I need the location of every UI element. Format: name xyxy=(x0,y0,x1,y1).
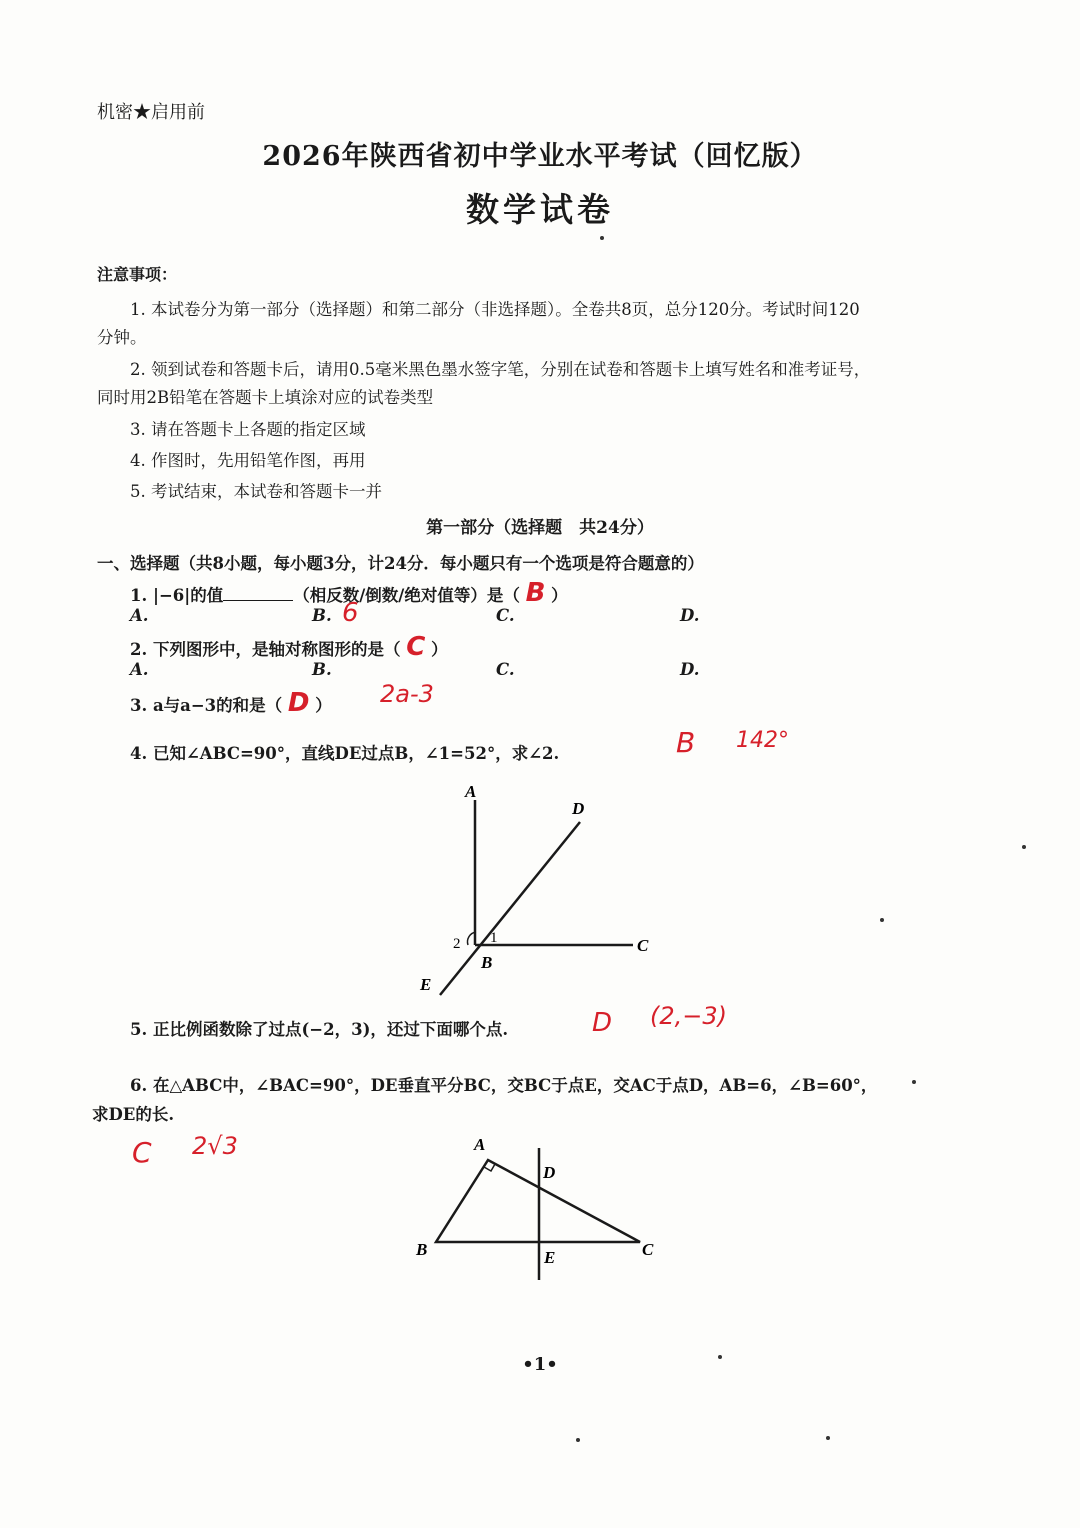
exam-subtitle: 数学试卷 xyxy=(466,190,614,229)
label-b: B xyxy=(481,953,493,972)
handwritten-work-6: 2√3 xyxy=(192,1132,238,1160)
notice-item-5: 5. 考试结束，本试卷和答题卡一并 xyxy=(130,482,382,501)
label-c-2: C xyxy=(642,1240,654,1259)
scan-speck xyxy=(718,1355,722,1359)
label-b-2: B xyxy=(416,1240,428,1259)
label-e: E xyxy=(420,975,432,994)
q2-option-d: D. xyxy=(680,660,700,679)
label-e-2: E xyxy=(544,1248,556,1267)
line-de xyxy=(440,822,580,995)
question-5: 5. 正比例函数除了过点(−2，3)，还过下面哪个点. xyxy=(130,1020,509,1039)
scan-speck xyxy=(1022,845,1026,849)
scan-speck xyxy=(912,1080,916,1084)
notice-item-1: 1. 本试卷分为第一部分（选择题）和第二部分（非选择题）。全卷共8页，总分120分。考试时间120 xyxy=(130,300,860,319)
handwritten-answer-3: D xyxy=(287,688,310,718)
q1-option-a: A. xyxy=(130,606,149,625)
confidential-label: 机密★启用前 xyxy=(97,102,205,123)
handwritten-answer-2: C xyxy=(406,632,426,662)
question-1-close: ） xyxy=(551,586,568,605)
q2-option-c: C. xyxy=(496,660,515,679)
notice-item-1-cont: 分钟。 xyxy=(97,328,147,347)
label-a-2: A xyxy=(474,1135,486,1154)
handwritten-work-5: (2,−3) xyxy=(650,1002,728,1030)
label-d: D xyxy=(572,799,585,818)
question-6: 6. 在△ABC中，∠BAC=90°，DE垂直平分BC，交BC于点E，交AC于点D，AB=6，∠B=60°， xyxy=(130,1076,878,1095)
exam-title: 2026年陕西省初中学业水平考试（回忆版） xyxy=(262,141,818,172)
section-heading: 一、选择题（共8小题，每小题3分，计24分．每小题只有一个选项是符合题意的） xyxy=(97,554,704,573)
handwritten-answer-1: B xyxy=(525,578,546,608)
question-1-text-after: （相反数/倒数/绝对值等）是（ xyxy=(293,586,520,605)
scan-speck xyxy=(826,1436,830,1440)
question-2-close: ） xyxy=(431,640,448,659)
notice-item-2-cont: 同时用2B铅笔在答题卡上填涂对应的试卷类型 xyxy=(97,388,434,407)
question-4: 4. 已知∠ABC=90°，直线DE过点B，∠1=52°，求∠2. xyxy=(130,744,560,763)
notice-heading: 注意事项： xyxy=(97,265,178,284)
q2-option-a: A. xyxy=(130,660,149,679)
notice-item-3: 3. 请在答题卡上各题的指定区域 xyxy=(130,420,366,439)
label-c: C xyxy=(637,936,649,955)
handwritten-work-3: 2a-3 xyxy=(380,680,434,708)
label-d-2: D xyxy=(543,1163,556,1182)
part-one-heading: 第一部分（选择题 共24分） xyxy=(426,518,654,538)
handwritten-answer-4: B xyxy=(676,726,696,759)
handwritten-option-b: 6 xyxy=(342,598,359,628)
label-a: A xyxy=(465,782,477,801)
question-1-text: 1. |−6|的值 xyxy=(130,586,224,605)
handwritten-work-4: 142° xyxy=(736,728,789,753)
question-6-cont: 求DE的长. xyxy=(92,1105,175,1124)
q1-option-c: C. xyxy=(496,606,515,625)
handwritten-answer-5: D xyxy=(592,1008,613,1038)
label-angle-2: 2 xyxy=(453,936,461,952)
label-angle-1: 1 xyxy=(490,930,498,946)
scan-speck xyxy=(880,918,884,922)
question-2-text: 2. 下列图形中，是轴对称图形的是（ xyxy=(130,640,401,659)
scan-speck xyxy=(576,1438,580,1442)
page-number: •1• xyxy=(522,1354,558,1375)
notice-item-2: 2. 领到试卷和答题卡后，请用0.5毫米黑色墨水签字笔，分别在试卷和答题卡上填写姓名和准考证号， xyxy=(130,360,871,379)
q2-option-b: B. xyxy=(312,660,332,679)
handwritten-answer-6: C xyxy=(132,1136,152,1169)
question-3-text: 3. a与a−3的和是（ xyxy=(130,696,283,715)
scan-speck xyxy=(600,236,604,240)
q1-option-d: D. xyxy=(680,606,700,625)
notice-item-4: 4. 作图时，先用铅笔作图，再用 xyxy=(130,451,366,470)
q1-option-b: B. xyxy=(312,606,332,625)
question-3-close: ） xyxy=(315,696,332,715)
